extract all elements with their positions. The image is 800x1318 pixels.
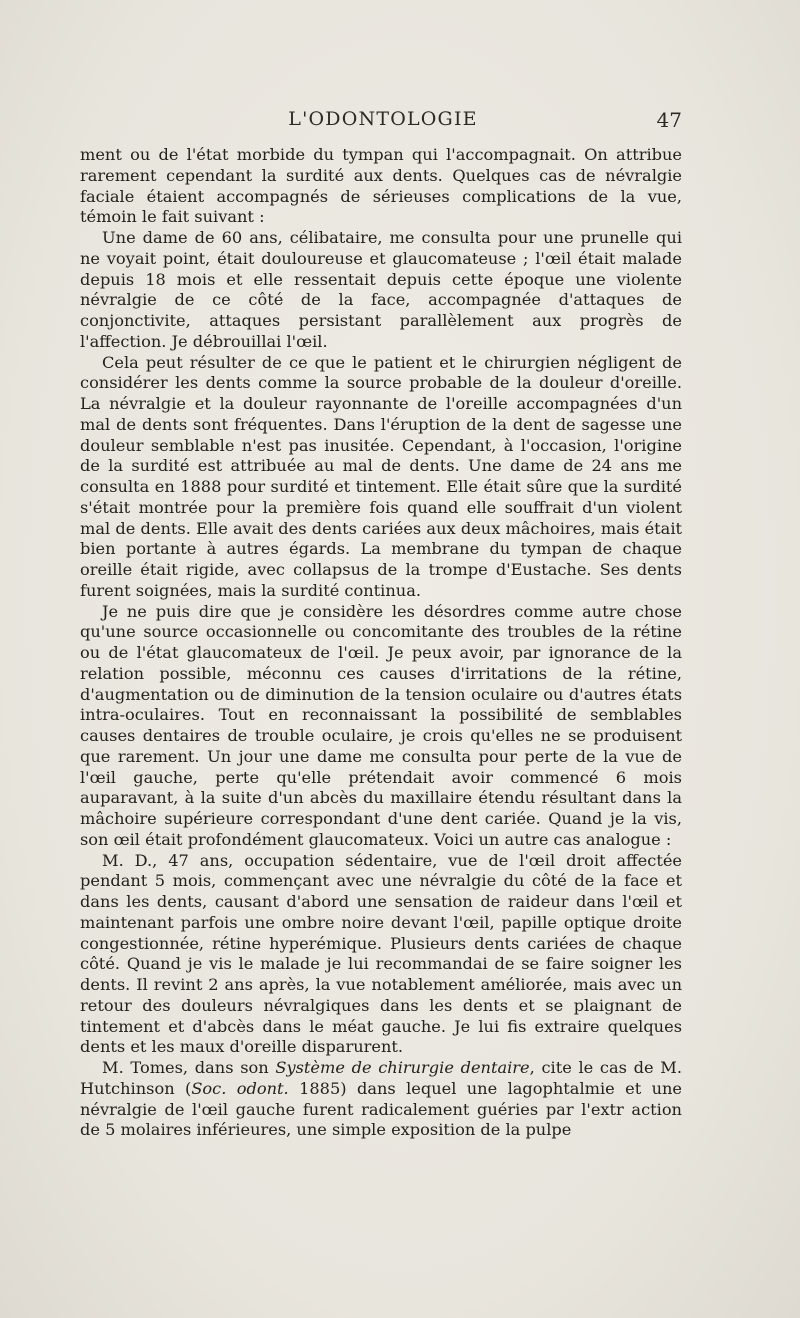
journal-title-italic: Soc. odont. xyxy=(191,1078,289,1098)
running-title: L'ODONTOLOGIE xyxy=(288,108,478,130)
paragraph-1: ment ou de l'état morbide du tympan qui l'accompagnait. On attribue rarement cependant la surdité aux dents. Quelques cas de névralgie faciale étaient accompagnés de sérieuses complications de la vue, témoin le fait suivant : xyxy=(80,145,682,227)
paragraph-4: Je ne puis dire que je considère les désordres comme autre chose qu'une source occasionnelle ou concomitante des troubles de la rétine ou de l'état glaucomateux de l'œil. Je peux avoir, par ignorance de la relation possible, méconnu ces causes d'irritations de la rétine, d'augmentation ou de diminution de la tension oculaire ou d'autres états intra-oculaires. Tout en reconnaissant la possibilité de semblables causes dentaires de trouble oculaire, je crois qu'elles ne se produisent que rarement. Un jour une dame me consulta pour perte de la vue de l'œil gauche, perte qu'elle prétendait avoir commencé 6 mois auparavant, à la suite d'un abcès du maxillaire étendu résultant dans la mâchoire supérieure correspondant d'une dent cariée. Quand je la vis, son œil était profondément glaucomateux. Voici un autre cas analogue : xyxy=(80,601,682,849)
paragraph-6 xyxy=(80,1058,682,1141)
running-head xyxy=(84,108,682,138)
book-title-italic: Système de chirurgie dentaire xyxy=(275,1058,530,1077)
page-number: 47 xyxy=(656,108,682,132)
body-text xyxy=(80,145,682,1141)
paragraph-5: M. D., 47 ans, occupation sédentaire, vue de l'œil droit affectée pendant 5 mois, commençant avec une névralgie du côté de la face et dans les dents, causant d'abord une sensation de raideur dans l'œil et maintenant parfois une ombre noire devant l'œil, papille optique droite congestionnée, rétine hyperémique. Plusieurs dents cariées de chaque côté. Quand je vis le malade je lui recommandai de se faire soigner les dents. Il revint 2 ans après, la vue notablement améliorée, mais avec un retour des douleurs névralgiques dans les dents et se plaignant de tintement et d'abcès dans le méat gauche. Je lui fis extraire quelques dents et les maux d'oreille disparurent. xyxy=(80,850,682,1057)
paragraph-2: Une dame de 60 ans, célibataire, me consulta pour une prunelle qui ne voyait point, était douloureuse et glaucomateuse ; l'œil était malade depuis 18 mois et elle ressentait depuis cette époque une violente névralgie de ce côté de la face, accompagnée d'attaques de conjonctivite, attaques persistant parallèlement aux progrès de l'affection. Je débrouillai l'œil. xyxy=(80,228,682,351)
paragraph-6-text-middle: , cite le cas de M. Hutchinson ( xyxy=(80,1058,682,1098)
paragraph-3: Cela peut résulter de ce que le patient et le chirurgien négligent de considérer les dents comme la source probable de la douleur d'oreille. La névralgie et la douleur rayonnante de l'oreille accompagnées d'un mal de dents sont fréquentes. Dans l'éruption de la dent de sagesse une douleur semblable n'est pas inusitée. Cependant, à l'occasion, l'origine de la surdité est attribuée au mal de dents. Une dame de 24 ans me consulta en 1888 pour surdité et tintement. Elle était sûre que la surdité s'était montrée pour la première fois quand elle souffrait d'un violent mal de dents. Elle avait des dents cariées aux deux mâchoires, mais était bien portante à autres égards. La membrane du tympan de chaque oreille était rigide, avec collapsus de la trompe d'Eustache. Ses dents furent soignées, mais la surdité continua. xyxy=(80,352,682,600)
paragraph-6-text-after: 1885) dans lequel une lagophtalmie et une névralgie de l'œil gauche furent radicalement guéries par l'extr action de 5 molaires inférieures, une simple exposition de la pulpe xyxy=(80,1078,683,1140)
paragraph-6-text-before: M. Tomes, dans son xyxy=(102,1058,276,1077)
